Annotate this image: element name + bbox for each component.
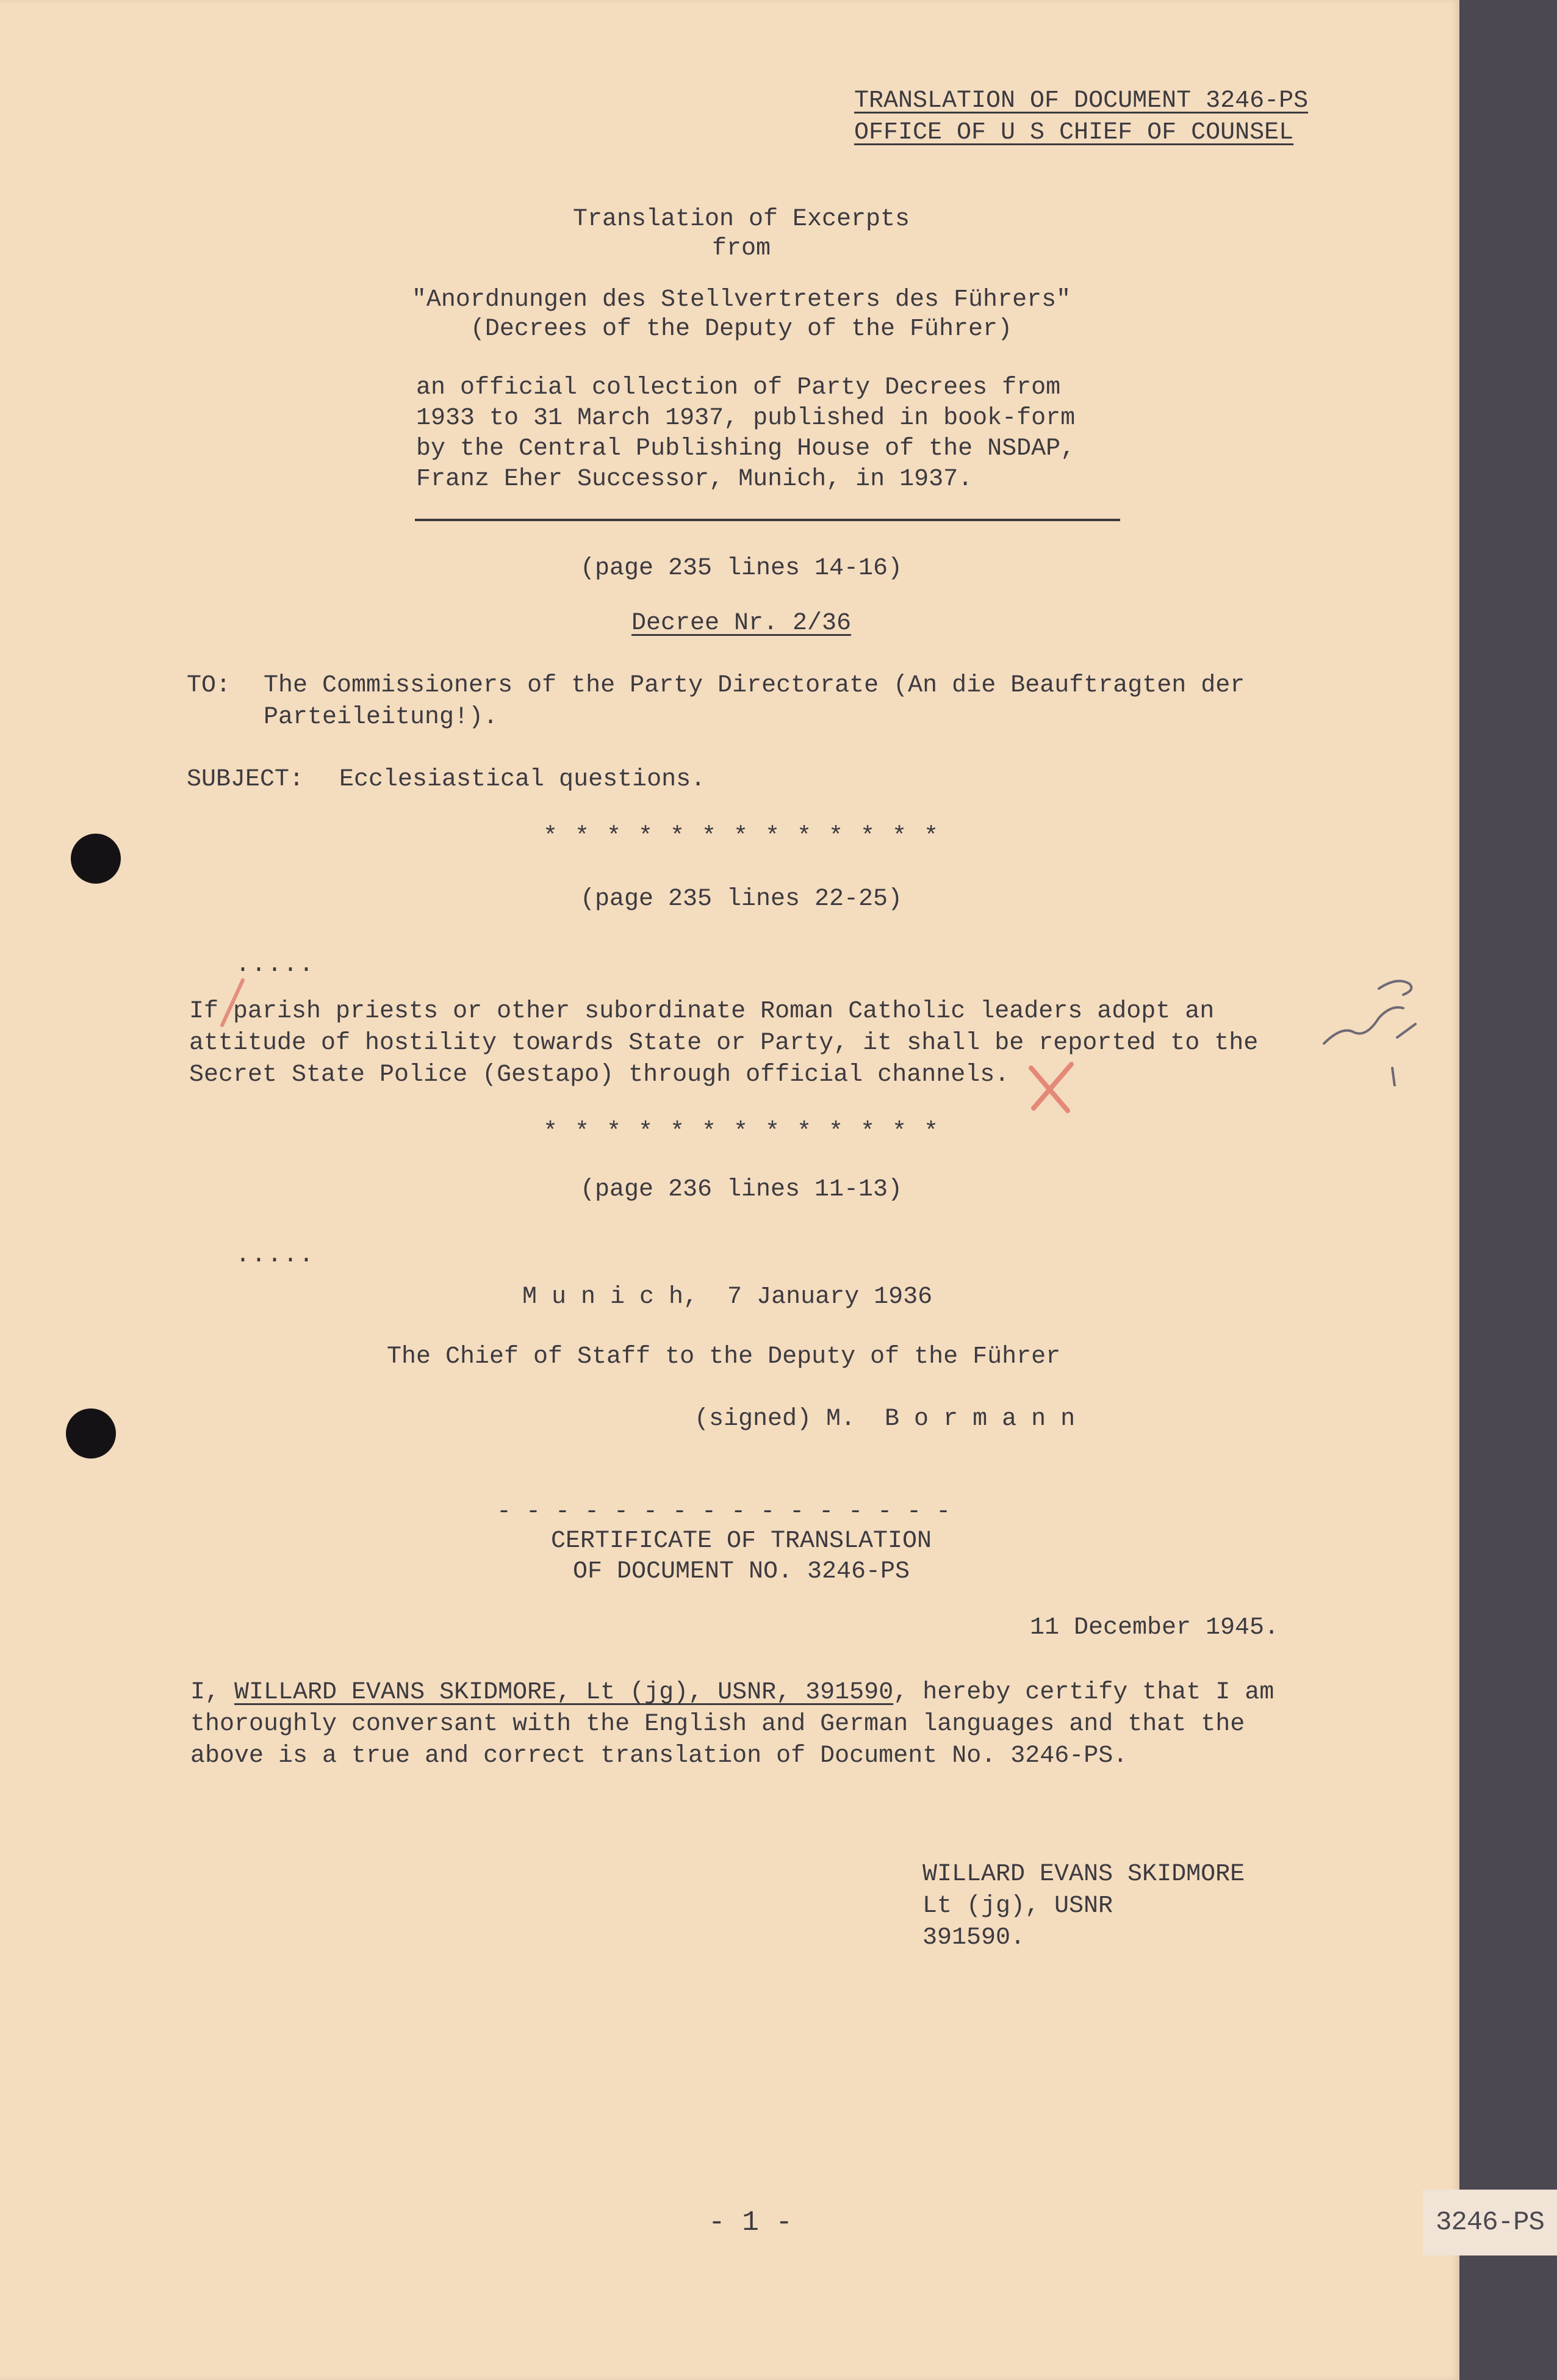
certificate-text-line-3: above is a true and correct translation of Document No. 3246-PS. bbox=[190, 1742, 1128, 1770]
asterisk-separator: * * * * * * * * * * * * * bbox=[542, 1119, 940, 1146]
certificate-heading-1: CERTIFICATE OF TRANSLATION bbox=[550, 1527, 932, 1555]
signature-rank: Lt (jg), USNR bbox=[922, 1892, 1113, 1920]
certificate-prefix: I, bbox=[190, 1679, 235, 1706]
to-label: TO: bbox=[187, 672, 231, 699]
page-reference-3: (page 236 lines 11-13) bbox=[580, 1176, 903, 1203]
signature-name: WILLARD EVANS SKIDMORE bbox=[922, 1861, 1245, 1888]
certificate-text-line-1 bbox=[190, 1677, 1274, 1709]
header-line-1: TRANSLATION OF DOCUMENT 3246-PS bbox=[854, 87, 1309, 115]
translator-identity: WILLARD EVANS SKIDMORE, Lt (jg), USNR, 391590 bbox=[234, 1679, 894, 1706]
subject-text: Ecclesiastical questions. bbox=[339, 766, 706, 793]
to-line-1: The Commissioners of the Party Directorate (An die Beauftragten der bbox=[264, 672, 1245, 699]
header-line-2: OFFICE OF U S CHIEF OF COUNSEL bbox=[854, 119, 1294, 146]
book-title-german: "Anordnungen des Stellvertreters des Führers" bbox=[411, 286, 1071, 314]
background-edge bbox=[1459, 0, 1557, 2380]
place-date: M u n i c h, 7 January 1936 bbox=[522, 1283, 933, 1311]
certificate-suffix: , hereby certify that I am bbox=[893, 1679, 1275, 1706]
decree-body-line: Secret State Police (Gestapo) through official channels. bbox=[189, 1061, 1010, 1089]
subject-label: SUBJECT: bbox=[187, 766, 304, 793]
intro-desc-line: an official collection of Party Decrees from bbox=[416, 374, 1061, 402]
certificate-text-line-2: thoroughly conversant with the English and German languages and that the bbox=[190, 1711, 1245, 1738]
red-x-mark bbox=[1019, 1050, 1086, 1117]
document-tab-label: 3246-PS bbox=[1423, 2190, 1557, 2256]
intro-desc-line: 1933 to 31 March 1937, published in book-form bbox=[416, 405, 1076, 432]
to-line-2: Parteileitung!). bbox=[264, 704, 498, 731]
punch-hole bbox=[66, 1408, 116, 1459]
signature-number: 391590. bbox=[922, 1924, 1026, 1952]
certificate-dashes: - - - - - - - - - - - - - - - - bbox=[497, 1498, 951, 1526]
section-divider bbox=[415, 519, 1120, 521]
book-title-english: (Decrees of the Deputy of the Führer) bbox=[470, 316, 1013, 343]
handwritten-margin-note bbox=[1306, 952, 1428, 1086]
intro-desc-line: Franz Eher Successor, Munich, in 1937. bbox=[416, 466, 973, 493]
intro-title-2: from bbox=[711, 235, 771, 262]
decree-body-line: attitude of hostility towards State or Party, it shall be reported to the bbox=[189, 1030, 1259, 1057]
red-check-mark bbox=[214, 976, 250, 1031]
page-number: - 1 - bbox=[708, 2207, 793, 2238]
ellipsis-2: ..... bbox=[236, 1242, 315, 1269]
page-reference-2: (page 235 lines 22-25) bbox=[580, 885, 903, 913]
page-reference-1: (page 235 lines 14-16) bbox=[580, 555, 903, 582]
certificate-date: 11 December 1945. bbox=[1030, 1614, 1279, 1642]
ellipsis-1: ..... bbox=[236, 951, 315, 979]
punch-hole bbox=[71, 834, 121, 884]
decree-body-line: If parish priests or other subordinate Roman Catholic leaders adopt an bbox=[189, 998, 1215, 1025]
certificate-heading-2: OF DOCUMENT NO. 3246-PS bbox=[572, 1558, 910, 1585]
asterisk-separator: * * * * * * * * * * * * * bbox=[542, 823, 940, 851]
decree-number: Decree Nr. 2/36 bbox=[631, 610, 852, 637]
intro-title-1: Translation of Excerpts bbox=[572, 206, 910, 233]
chief-of-staff-line: The Chief of Staff to the Deputy of the Führer bbox=[387, 1343, 1061, 1371]
intro-desc-line: by the Central Publishing House of the NSDAP, bbox=[416, 435, 1076, 463]
signed-bormann: (signed) M. B o r m a n n bbox=[694, 1405, 1076, 1433]
